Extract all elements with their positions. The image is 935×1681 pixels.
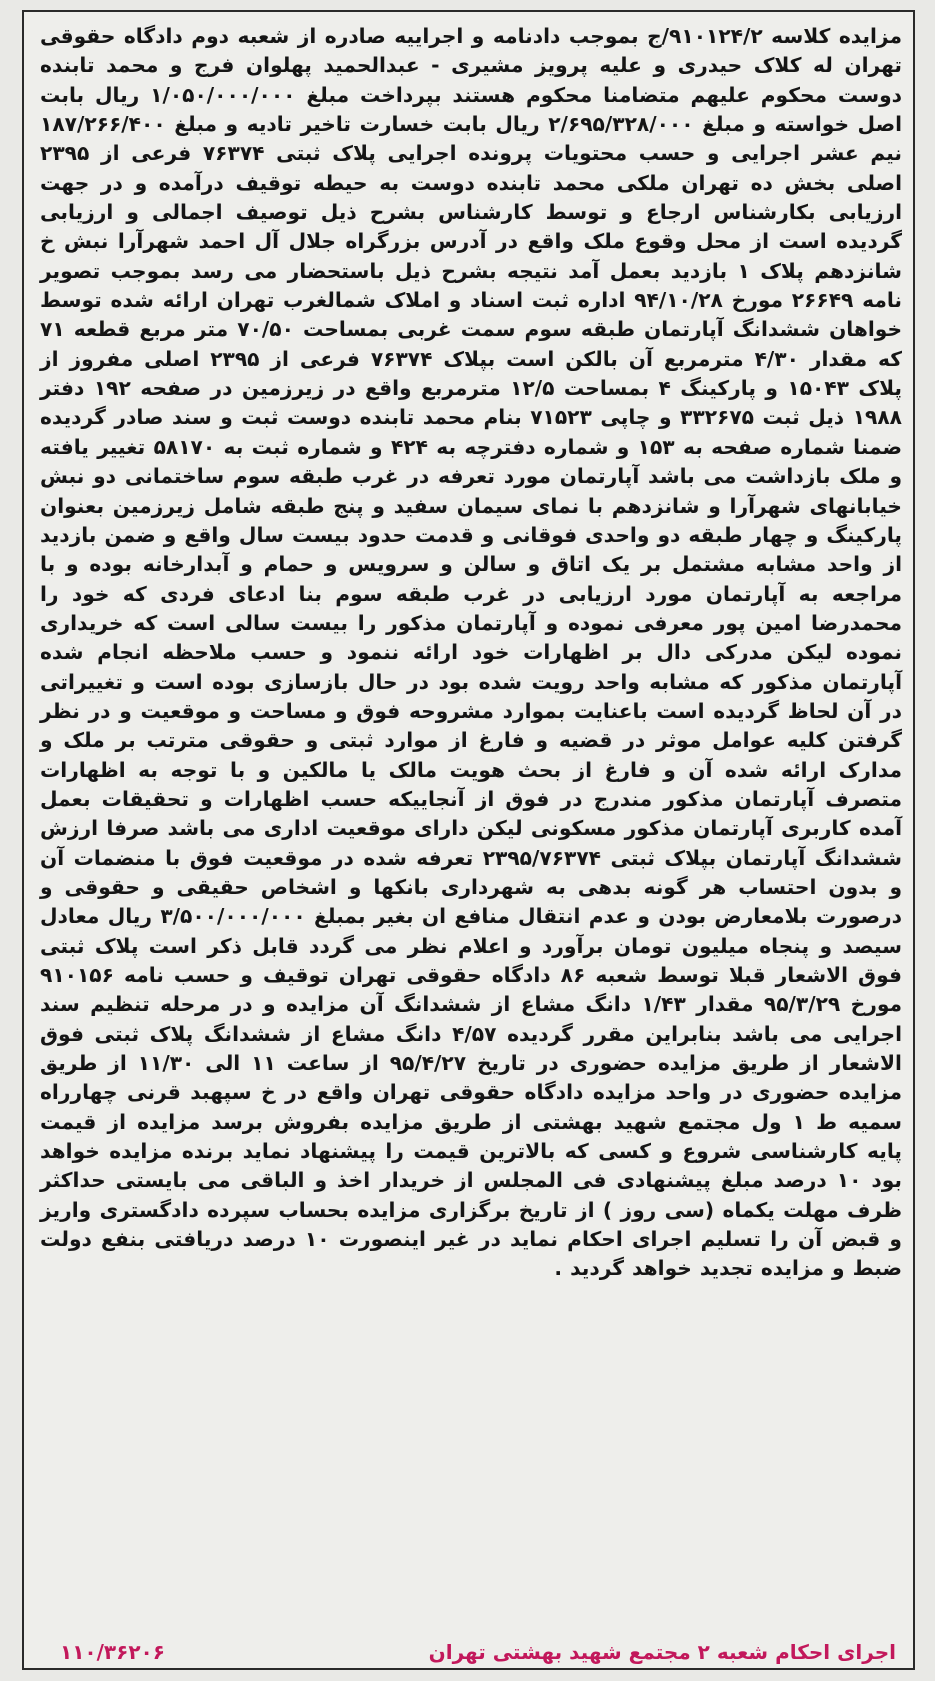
notice-footer bbox=[40, 1637, 902, 1667]
auction-notice-body: مزایده کلاسه ۹۱۰۱۲۴/۲/ج بموجب دادنامه و اجراییه صادره از شعبه دوم دادگاه حقوقی تهران له کلاک حیدری و علیه پرویز مشیری - عبدالحمید پهلوان فرج و محمد تابنده دوست محکوم علیهم متضامنا محکوم هستند بپرداخت مبلغ ۱/۰۵۰/۰۰۰/۰۰۰ ریال بابت اصل خواسته و مبلغ ۲/۶۹۵/۳۲۸/۰۰۰ ریال بابت خسارت تاخیر تادیه و مبلغ ۱۸۷/۲۶۶/۴۰۰ نیم عشر اجرایی و حسب محتویات پرونده اجرایی پلاک ثبتی ۷۶۳۷۴ فرعی از ۲۳۹۵ اصلی بخش ده تهران ملکی محمد تابنده دوست به حیطه توقیف درآمده و در جهت ارزیابی بکارشناس ارجاع و توسط کارشناس بشرح ذیل توصیف اجمالی و ارزیابی گردیده است از محل وقوع ملک واقع در آدرس بزرگراه جلال آل احمد شهرآرا نبش خ شانزدهم پلاک ۱ بازدید بعمل آمد نتیجه بشرح ذیل باستحضار می رسد بموجب تصویر نامه ۲۶۶۴۹ مورخ ۹۴/۱۰/۲۸ اداره ثبت اسناد و املاک شمالغرب تهران ارائه شده توسط خواهان ششدانگ آپارتمان طبقه سوم سمت غربی بمساحت ۷۰/۵۰ متر مربع قطعه ۷۱ که مقدار ۴/۳۰ مترمربع آن بالکن است بپلاک ۷۶۳۷۴ فرعی از ۲۳۹۵ اصلی مفروز از پلاک ۱۵۰۴۳ و پارکینگ ۴ بمساحت ۱۲/۵ مترمربع واقع در زیرزمین در صفحه ۱۹۲ دفتر ۱۹۸۸ ذیل ثبت ۳۳۲۶۷۵ و چاپی ۷۱۵۲۳ بنام محمد تابنده دوست ثبت و سند صادر گردیده ضمنا شماره صفحه به ۱۵۳ و شماره دفترچه به ۴۲۴ و شماره ثبت به ۵۸۱۷۰ تغییر یافته و ملک بازداشت می باشد آپارتمان مورد تعرفه در غرب طبقه سوم ساختمانی دو نبش خیابانهای شهرآرا و شانزدهم با نمای سیمان سفید و پنج طبقه شامل زیرزمین بعنوان پارکینگ و چهار طبقه دو واحدی فوقانی و قدمت حدود بیست سال واقع و ضمن بازدید از واحد مشابه مشتمل بر یک اتاق و سالن و سرویس و حمام و آبدارخانه بوده و با مراجعه به آپارتمان مورد ارزیابی در غرب طبقه سوم بنا ادعای فردی که خود را محمدرضا امین پور معرفی نموده و آپارتمان مذکور را بیست سالی است که خریداری نموده لیکن مدرکی دال بر اظهارات خود ارائه ننمود و حسب ملاحظه انجام شده آپارتمان مذکور که مشابه واحد رویت شده بود در حال بازسازی بوده است و تغییراتی در آن لحاظ گردیده است باعنایت بموارد مشروحه فوق و مساحت و موقعیت و در نظر گرفتن کلیه عوامل موثر در قضیه و فارغ از موارد ثبتی و حقوقی مترتب بر ملک و مدارک ارائه شده آن و فارغ از بحث هویت مالک یا مالکین و با توجه به اظهارات متصرف آپارتمان مذکور مندرج در فوق از آنجاییکه حسب اظهارات و تحقیقات بعمل آمده کاربری آپارتمان مذکور مسکونی لیکن دارای موقعیت اداری می باشد صرفا ارزش ششدانگ آپارتمان بپلاک ثبتی ۲۳۹۵/۷۶۳۷۴ تعرفه شده در موقعیت فوق با منضمات آن و بدون احتساب هر گونه بدهی به شهرداری بانکها و اشخاص حقیقی و حقوقی و درصورت بلامعارض بودن و عدم انتقال منافع ان بغیر بمبلغ ۳/۵۰۰/۰۰۰/۰۰۰ ریال معادل سیصد و پنجاه میلیون تومان برآورد و اعلام نظر می گردد قابل ذکر است پلاک ثبتی فوق الاشعار قبلا توسط شعبه ۸۶ دادگاه حقوقی تهران توقیف و حسب نامه ۹۱۰۱۵۶ مورخ ۹۵/۳/۲۹ مقدار ۱/۴۳ دانگ مشاع از ششدانگ آن مزایده و در مرحله تنظیم سند اجرایی می باشد بنابراین مقرر گردیده ۴/۵۷ دانگ مشاع از ششدانگ پلاک ثبتی فوق الاشعار از طریق مزایده حضوری در تاریخ ۹۵/۴/۲۷ از ساعت ۱۱ الی ۱۱/۳۰ از طریق مزایده حضوری در واحد مزایده دادگاه حقوقی تهران واقع در خ سپهبد قرنی چهارراه سمیه ط ۱ ول مجتمع شهید بهشتی از طریق مزایده بفروش برسد مزایده از قیمت پایه کارشناسی شروع و کسی که بالاترین قیمت را پیشنهاد نماید برنده مزایده خواهد بود ۱۰ درصد مبلغ پیشنهادی فی المجلس از خریدار اخذ و الباقی می بایستی حداکثر ظرف مهلت یکماه (سی روز ) از تاریخ برگزاری مزایده بحساب سپرده دادگستری واریز و قبض آن را تسلیم اجرای احکام نماید در غیر اینصورت ۱۰ درصد دریافتی بنفع دولت ضبط و مزایده تجدید خواهد گردید . bbox=[40, 24, 903, 1281]
notice-reference-code: ۱۱۰/۳۶۲۰۶ bbox=[60, 1640, 165, 1664]
issuing-office: اجرای احکام شعبه ۲ مجتمع شهید بهشتی تهران bbox=[428, 1640, 896, 1664]
